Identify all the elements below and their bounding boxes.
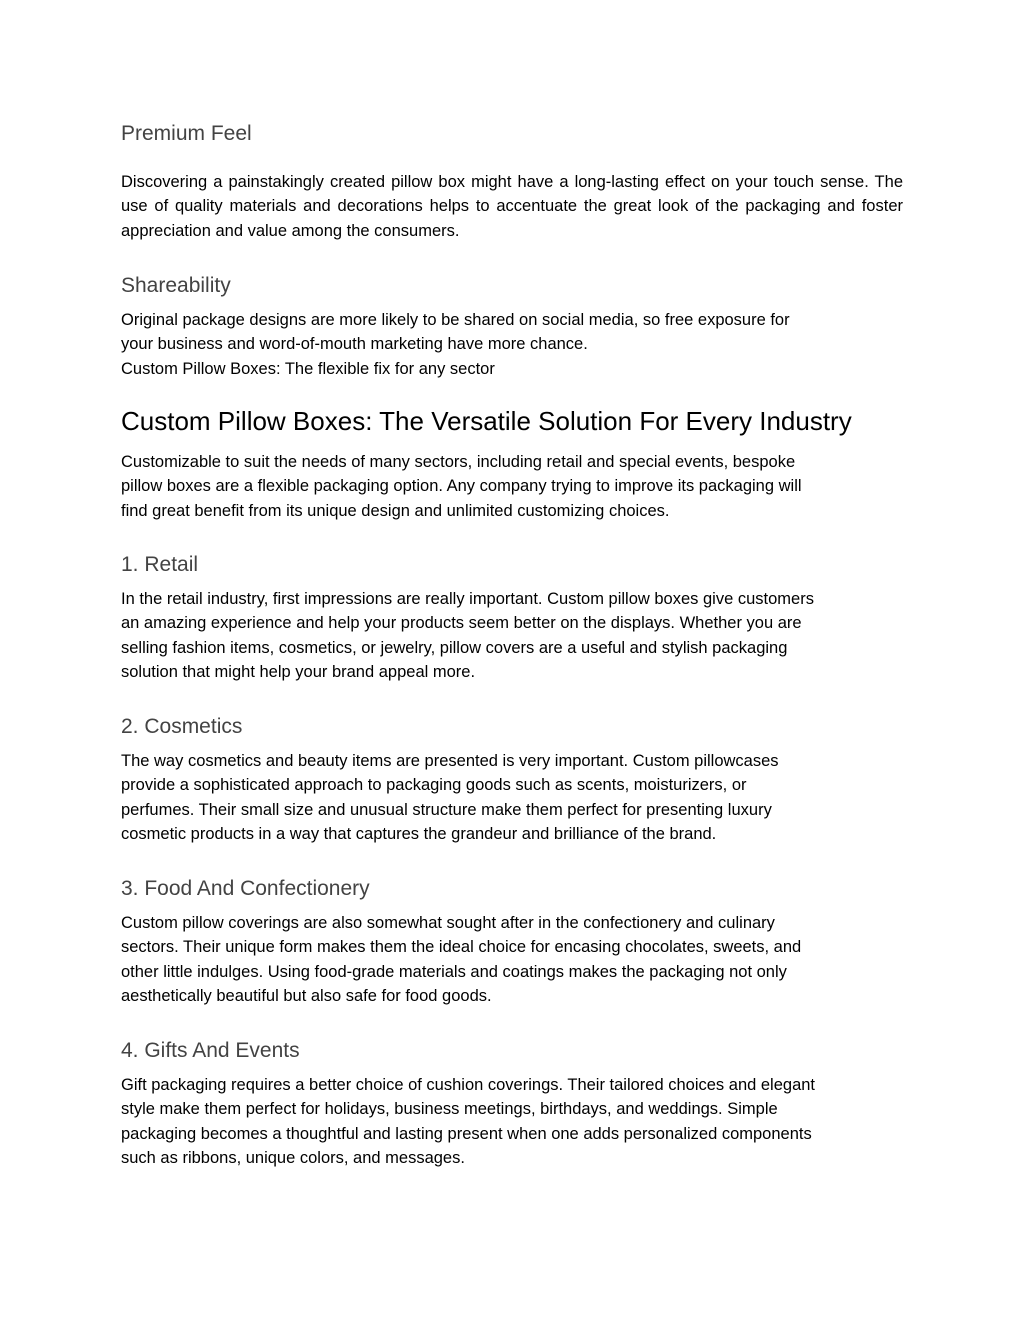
paragraph-line: pillow boxes are a flexible packaging option. Any company trying to improve its packaging will [121, 477, 802, 496]
paragraph-line: Gift packaging requires a better choice of cushion coverings. Their tailored choices and elegant [121, 1076, 816, 1094]
paragraph-line: aesthetically beautiful but also safe for food goods. [121, 986, 492, 1005]
paragraph-food-confectionery [121, 911, 903, 1008]
paragraph-line: an amazing experience and help your products seem better on the displays. Whether you are [121, 614, 802, 633]
paragraph-line: selling fashion items, cosmetics, or jewelry, pillow covers are a useful and stylish packaging [121, 638, 788, 657]
paragraph-line: Custom pillow coverings are also somewhat sought after in the confectionery and culinary [121, 914, 775, 932]
heading-food-confectionery: 3. Food And Confectionery [121, 877, 370, 900]
paragraph-premium-feel: Discovering a painstakingly created pillow box might have a long-lasting effect on your touch sense. The use of quality materials and decorations helps to accentuate the great look of the packaging and foster appreciation and value among the consumers. [121, 173, 903, 240]
paragraph-line: such as ribbons, unique colors, and messages. [121, 1148, 465, 1167]
paragraph-cosmetics [121, 749, 903, 846]
paragraph-line: sectors. Their unique form makes them the ideal choice for encasing chocolates, sweets, and [121, 938, 802, 957]
heading-retail: 1. Retail [121, 553, 199, 576]
heading-premium-feel: Premium Feel [121, 122, 252, 145]
paragraph-gifts-events [121, 1073, 903, 1170]
paragraph-line: provide a sophisticated approach to packaging goods such as scents, moisturizers, or [121, 776, 747, 795]
paragraph-line: style make them perfect for holidays, business meetings, birthdays, and weddings. Simple [121, 1100, 778, 1119]
paragraph-line: find great benefit from its unique design and unlimited customizing choices. [121, 501, 670, 520]
paragraph-versatile-solution [121, 450, 903, 523]
heading-versatile-solution: Custom Pillow Boxes: The Versatile Solution For Every Industry [121, 406, 852, 436]
paragraph-line: other little indulges. Using food-grade materials and coatings makes the packaging not only [121, 962, 787, 981]
heading-gifts-events: 4. Gifts And Events [121, 1039, 300, 1062]
paragraph-line: your business and word-of-mouth marketing have more chance. [121, 335, 588, 354]
paragraph-retail [121, 587, 903, 684]
heading-shareability: Shareability [121, 274, 231, 297]
paragraph-line: packaging becomes a thoughtful and lasting present when one adds personalized components [121, 1124, 812, 1143]
paragraph-shareability [121, 308, 903, 381]
paragraph-line: solution that might help your brand appeal more. [121, 662, 476, 681]
paragraph-line: Original package designs are more likely to be shared on social media, so free exposure for [121, 311, 790, 329]
paragraph-line: In the retail industry, first impressions are really important. Custom pillow boxes give customers [121, 590, 814, 608]
paragraph-line: Custom Pillow Boxes: The flexible fix for any sector [121, 359, 495, 378]
paragraph-line: perfumes. Their small size and unusual structure make them perfect for presenting luxury [121, 800, 772, 819]
paragraph-line: Customizable to suit the needs of many sectors, including retail and special events, bespoke [121, 453, 796, 471]
paragraph-line: The way cosmetics and beauty items are presented is very important. Custom pillowcases [121, 752, 779, 770]
paragraph-line: cosmetic products in a way that captures the grandeur and brilliance of the brand. [121, 824, 717, 843]
heading-cosmetics: 2. Cosmetics [121, 715, 243, 738]
